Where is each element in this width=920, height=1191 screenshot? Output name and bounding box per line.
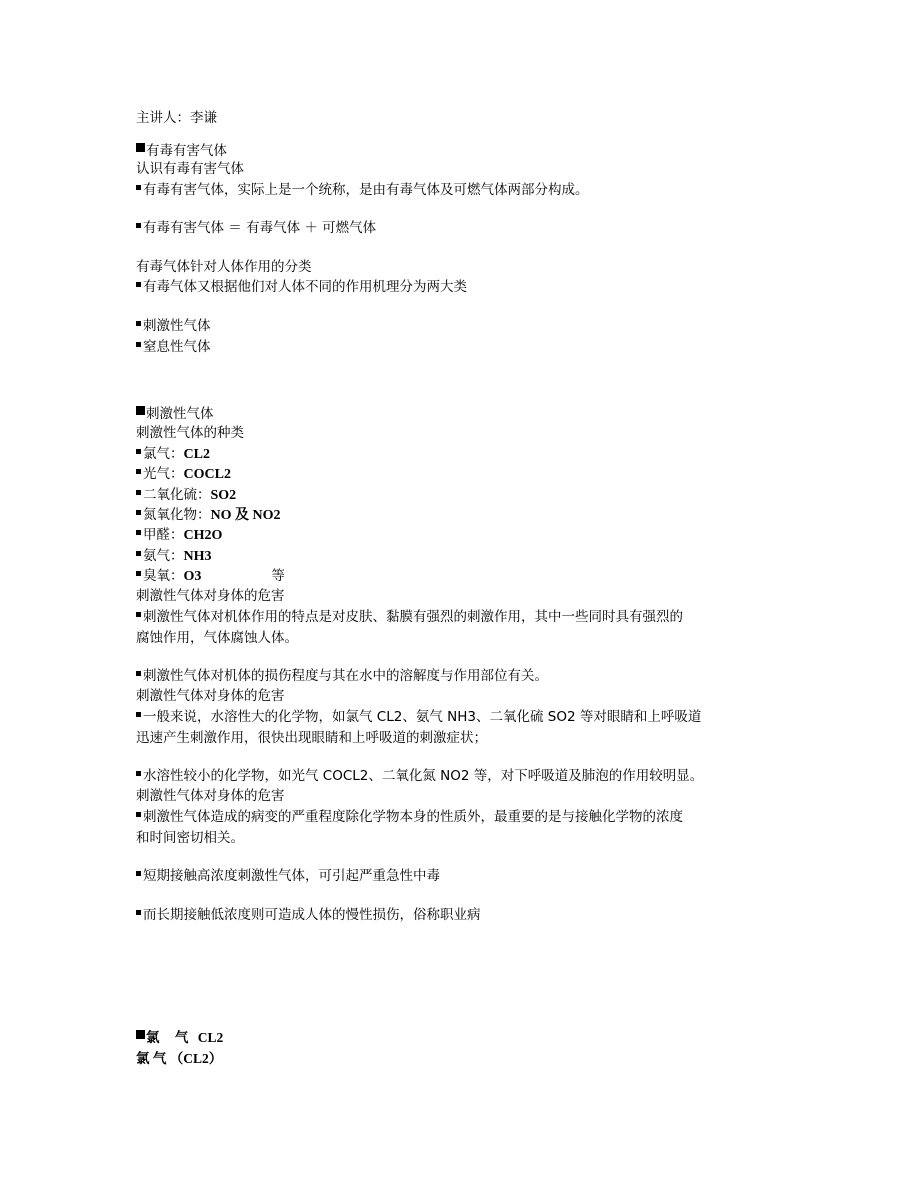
paragraph: 水溶性较小的化学物，如光气 COCL2、二氧化氮 NO2 等，对下呼吸道及肺泡的作用较明显。 [136, 767, 703, 785]
harm-heading: 刺激性气体对身体的危害 [136, 588, 285, 604]
subtitle-classification: 有毒气体针对人体作用的分类 [136, 259, 312, 275]
bullet-icon [136, 771, 141, 776]
subtitle-types: 刺激性气体的种类 [136, 425, 244, 441]
gas-list-item: 臭氧：O3 等 [136, 567, 285, 586]
bullet-icon [136, 449, 141, 454]
bullet-icon [136, 612, 141, 617]
bullet-icon [136, 530, 141, 535]
paragraph: 有毒有害气体 ＝ 有毒气体 ＋ 可燃气体 [136, 219, 376, 237]
square-bullet-icon [136, 406, 145, 415]
paragraph-continuation: 和时间密切相关。 [136, 830, 244, 846]
harm-heading: 刺激性气体对身体的危害 [136, 788, 285, 804]
paragraph: 有毒有害气体，实际上是一个统称，是由有毒气体及可燃气体两部分构成。 [136, 181, 589, 199]
paragraph: 而长期接触低浓度则可造成人体的慢性损伤，俗称职业病 [136, 906, 481, 924]
bullet-icon [136, 871, 141, 876]
section-heading-irritant-gases: 刺激性气体 [136, 405, 214, 423]
subtitle-chlorine: 氯 气 （CL2） [136, 1051, 223, 1066]
paragraph: 刺激性气体对机体作用的特点是对皮肤、黏膜有强烈的刺激作用，其中一些同时具有强烈的 [136, 608, 683, 626]
paragraph: 刺激性气体对机体的损伤程度与其在水中的溶解度与作用部位有关。 [136, 667, 548, 685]
bullet-icon [136, 223, 141, 228]
bullet-icon [136, 282, 141, 287]
bullet-icon [136, 671, 141, 676]
section-heading-chlorine: 氯 气 CL2 [136, 1029, 223, 1047]
gas-list-item: 甲醛：CH2O [136, 526, 222, 545]
bullet-icon [136, 812, 141, 817]
bullet-icon [136, 571, 141, 576]
bullet-icon [136, 185, 141, 190]
gas-list-item: 氮氧化物：NO 及 NO2 [136, 506, 281, 525]
gas-list-item: 氯气：CL2 [136, 445, 210, 464]
speaker-line: 主讲人：李谦 [136, 110, 217, 126]
bullet-icon [136, 469, 141, 474]
paragraph: 短期接触高浓度刺激性气体，可引起严重急性中毒 [136, 867, 440, 885]
subtitle-recognize: 认识有毒有害气体 [136, 161, 244, 177]
paragraph-continuation: 迅速产生刺激作用，很快出现眼睛和上呼吸道的刺激症状； [136, 730, 487, 746]
paragraph: 一般来说，水溶性大的化学物，如氯气 CL2、氨气 NH3、二氧化硫 SO2 等对眼睛和上呼吸道 [136, 708, 701, 726]
bullet-icon [136, 321, 141, 326]
bullet-icon [136, 910, 141, 915]
paragraph-continuation: 腐蚀作用，气体腐蚀人体。 [136, 630, 298, 646]
gas-list-item: 光气：COCL2 [136, 465, 231, 484]
bullet-icon [136, 510, 141, 515]
square-bullet-icon [136, 143, 145, 152]
paragraph: 有毒气体又根据他们对人体不同的作用机理分为两大类 [136, 278, 467, 296]
list-item: 刺激性气体 [136, 317, 211, 335]
gas-list-item: 氨气：NH3 [136, 547, 212, 566]
bullet-icon [136, 551, 141, 556]
harm-heading: 刺激性气体对身体的危害 [136, 688, 285, 704]
bullet-icon [136, 712, 141, 717]
list-item: 窒息性气体 [136, 338, 211, 356]
bullet-icon [136, 342, 141, 347]
bullet-icon [136, 490, 141, 495]
square-bullet-icon [136, 1030, 145, 1039]
section-heading-toxic-gases: 有毒有害气体 [136, 142, 227, 160]
gas-list-item: 二氧化硫：SO2 [136, 486, 236, 505]
paragraph: 刺激性气体造成的病变的严重程度除化学物本身的性质外，最重要的是与接触化学物的浓度 [136, 808, 683, 826]
